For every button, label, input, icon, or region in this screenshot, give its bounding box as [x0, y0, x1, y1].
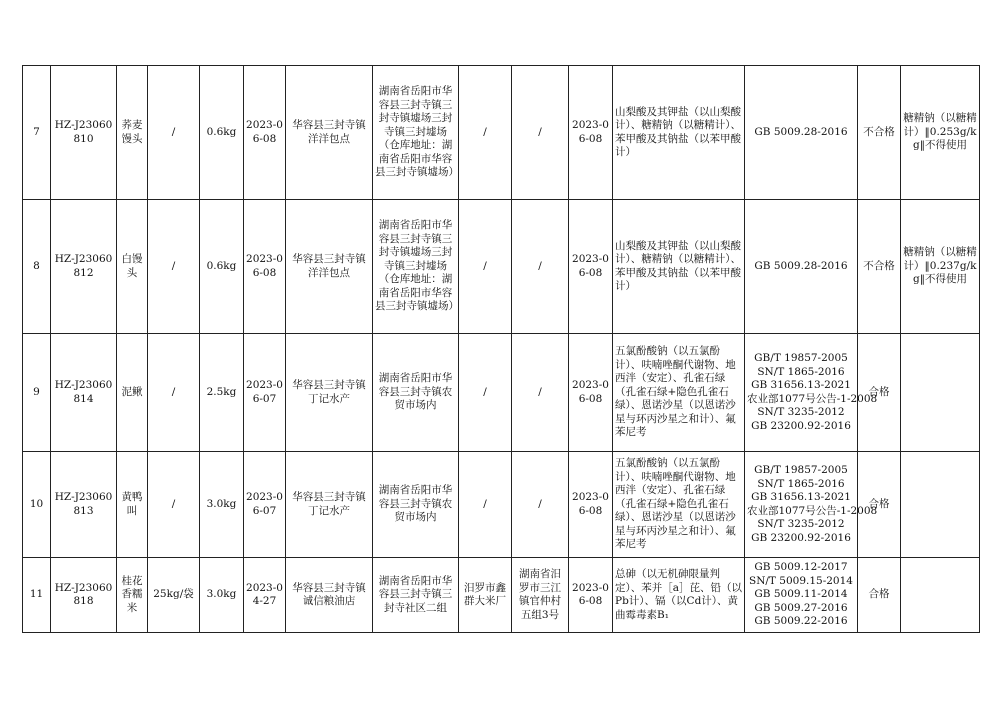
- sampling-date-cell: 2023-06-08: [244, 200, 286, 334]
- sample-name-cell: 桂花香糯米: [117, 558, 148, 633]
- sample-name-cell: 荞麦馒头: [117, 66, 148, 200]
- test-items-cell: 山梨酸及其钾盐（以山梨酸计）、糖精钠（以糖精计）、苯甲酸及其钠盐（以苯甲酸计）: [613, 66, 745, 200]
- standard-line: GB 5009.28-2016: [754, 125, 848, 138]
- standards-cell: [745, 200, 858, 334]
- quantity-cell: 0.6kg: [200, 66, 244, 200]
- standards-cell: [745, 66, 858, 200]
- production-date-cell: 2023-06-08: [569, 452, 613, 558]
- table-row: [23, 558, 980, 633]
- production-date-cell: 2023-06-08: [569, 558, 613, 633]
- sampled-address-cell: 湖南省岳阳市华容县三封寺镇三封寺镇墟场三封寺镇三封墟场（仓库地址：湖南省岳阳市华容县三封寺镇墟场）: [373, 200, 459, 334]
- note-cell: [901, 452, 980, 558]
- production-date-cell: 2023-06-08: [569, 334, 613, 452]
- manufacturer-address-cell: /: [512, 334, 569, 452]
- manufacturer-address-cell: /: [512, 452, 569, 558]
- standard-line: GB 5009.11-2014: [754, 588, 848, 601]
- seq-cell: 11: [23, 558, 51, 633]
- standards-cell: [745, 452, 878, 558]
- test-items-cell: 总砷（以无机砷限量判定）、苯并［a］芘、铅（以Pb计）、镉（以Cd计）、黄曲霉毒素B₁: [613, 558, 745, 633]
- standard-line: SN/T 1865-2016: [757, 365, 845, 378]
- sampled-address-cell: 湖南省岳阳市华容县三封寺镇三封寺镇墟场三封寺镇三封墟场（仓库地址：湖南省岳阳市华容县三封寺镇墟场）: [373, 66, 459, 200]
- sample-code-cell: HZ-J23060812: [51, 200, 117, 334]
- spec-cell: /: [148, 452, 200, 558]
- test-items-cell: 五氯酚酸钠（以五氯酚计）、呋喃唑酮代谢物、地西泮（安定）、孔雀石绿（孔雀石绿+隐色孔雀石绿）、恩诺沙星（以恩诺沙星与环丙沙星之和计）、氟苯尼考: [613, 334, 745, 452]
- result-cell: 合格: [858, 452, 901, 558]
- standard-line: SN/T 1865-2016: [757, 477, 845, 490]
- standard-line: GB 5009.27-2016: [754, 601, 848, 614]
- standards-cell: [745, 334, 878, 452]
- manufacturer-cell: 汨罗市鑫群大米厂: [459, 558, 512, 633]
- manufacturer-cell: /: [459, 334, 512, 452]
- standard-line: GB 5009.12-2017: [754, 561, 848, 574]
- quantity-cell: 0.6kg: [200, 200, 244, 334]
- standard-line: GB 23200.92-2016: [751, 531, 851, 544]
- note-cell: [901, 558, 980, 633]
- standard-line: GB 5009.22-2016: [754, 615, 848, 628]
- sampling-date-cell: 2023-06-07: [244, 452, 286, 558]
- seq-cell: 10: [23, 452, 51, 558]
- standard-line: GB 31656.13-2021: [751, 491, 851, 503]
- spec-cell: /: [148, 200, 200, 334]
- sampling-date-cell: 2023-06-08: [244, 66, 286, 200]
- inspection-results-table: [22, 65, 980, 633]
- result-cell: 不合格: [858, 66, 901, 200]
- sampled-unit-cell: 华容县三封寺镇丁记水产: [286, 334, 373, 452]
- standard-line: 农业部1077号公告-1-2008: [747, 504, 878, 517]
- quantity-cell: 3.0kg: [200, 558, 244, 633]
- seq-cell: 8: [23, 200, 51, 334]
- standards-cell: [745, 558, 858, 633]
- sampled-unit-cell: 华容县三封寺镇洋洋包点: [286, 200, 373, 334]
- manufacturer-cell: /: [459, 200, 512, 334]
- result-cell: 不合格: [858, 200, 901, 334]
- sampled-address-cell: 湖南省岳阳市华容县三封寺镇三封寺社区二组: [373, 558, 459, 633]
- test-items-cell: 五氯酚酸钠（以五氯酚计）、呋喃唑酮代谢物、地西泮（安定）、孔雀石绿（孔雀石绿+隐色孔雀石绿）、恩诺沙星（以恩诺沙星与环丙沙星之和计）、氟苯尼考: [613, 452, 745, 558]
- sampling-date-cell: 2023-06-07: [244, 334, 286, 452]
- quantity-cell: 3.0kg: [200, 452, 244, 558]
- sampled-address-cell: 湖南省岳阳市华容县三封寺镇农贸市场内: [373, 334, 459, 452]
- table-row: [23, 66, 980, 200]
- spec-cell: /: [148, 334, 200, 452]
- sample-code-cell: HZ-J23060814: [51, 334, 117, 452]
- standard-line: GB 31656.13-2021: [751, 379, 851, 391]
- standard-line: SN/T 3235-2012: [757, 406, 845, 418]
- standard-line: GB/T 19857-2005: [754, 352, 848, 364]
- sampled-address-cell: 湖南省岳阳市华容县三封寺镇农贸市场内: [373, 452, 459, 558]
- sampled-unit-cell: 华容县三封寺镇洋洋包点: [286, 66, 373, 200]
- spec-cell: 25kg/袋: [148, 558, 200, 633]
- manufacturer-cell: /: [459, 66, 512, 200]
- standard-line: GB/T 19857-2005: [754, 464, 848, 476]
- manufacturer-address-cell: /: [512, 200, 569, 334]
- spec-cell: /: [148, 66, 200, 200]
- sampling-date-cell: 2023-04-27: [244, 558, 286, 633]
- test-items-cell: 山梨酸及其钾盐（以山梨酸计）、糖精钠（以糖精计）、苯甲酸及其钠盐（以苯甲酸计）: [613, 200, 745, 334]
- manufacturer-address-cell: /: [512, 66, 569, 200]
- table-row: [23, 452, 980, 558]
- result-cell: 合格: [858, 558, 901, 633]
- production-date-cell: 2023-06-08: [569, 66, 613, 200]
- standard-line: 农业部1077号公告-1-2008: [747, 392, 878, 405]
- table-row: [23, 334, 980, 452]
- seq-cell: 7: [23, 66, 51, 200]
- manufacturer-address-cell: 湖南省汨罗市三江镇官仲村五组3号: [512, 558, 569, 633]
- quantity-cell: 2.5kg: [200, 334, 244, 452]
- sample-name-cell: 泥鳅: [117, 334, 148, 452]
- seq-cell: 9: [23, 334, 51, 452]
- standard-line: SN/T 5009.15-2014: [749, 574, 853, 587]
- sampled-unit-cell: 华容县三封寺镇诚信粮油店: [286, 558, 373, 633]
- standard-line: GB 23200.92-2016: [751, 419, 851, 432]
- table-body: [23, 66, 980, 633]
- sample-name-cell: 黄鸭叫: [117, 452, 148, 558]
- note-cell: [901, 334, 980, 452]
- sample-code-cell: HZ-J23060813: [51, 452, 117, 558]
- sample-code-cell: HZ-J23060810: [51, 66, 117, 200]
- note-cell: 糖精钠（以糖精计）‖0.253g/kg‖不得使用: [901, 66, 980, 200]
- production-date-cell: 2023-06-08: [569, 200, 613, 334]
- result-cell: 合格: [858, 334, 901, 452]
- standard-line: SN/T 3235-2012: [757, 518, 845, 530]
- table-row: [23, 200, 980, 334]
- sample-name-cell: 白馒头: [117, 200, 148, 334]
- sample-code-cell: HZ-J23060818: [51, 558, 117, 633]
- standard-line: GB 5009.28-2016: [754, 259, 848, 272]
- manufacturer-cell: /: [459, 452, 512, 558]
- note-cell: 糖精钠（以糖精计）‖0.237g/kg‖不得使用: [901, 200, 980, 334]
- sampled-unit-cell: 华容县三封寺镇丁记水产: [286, 452, 373, 558]
